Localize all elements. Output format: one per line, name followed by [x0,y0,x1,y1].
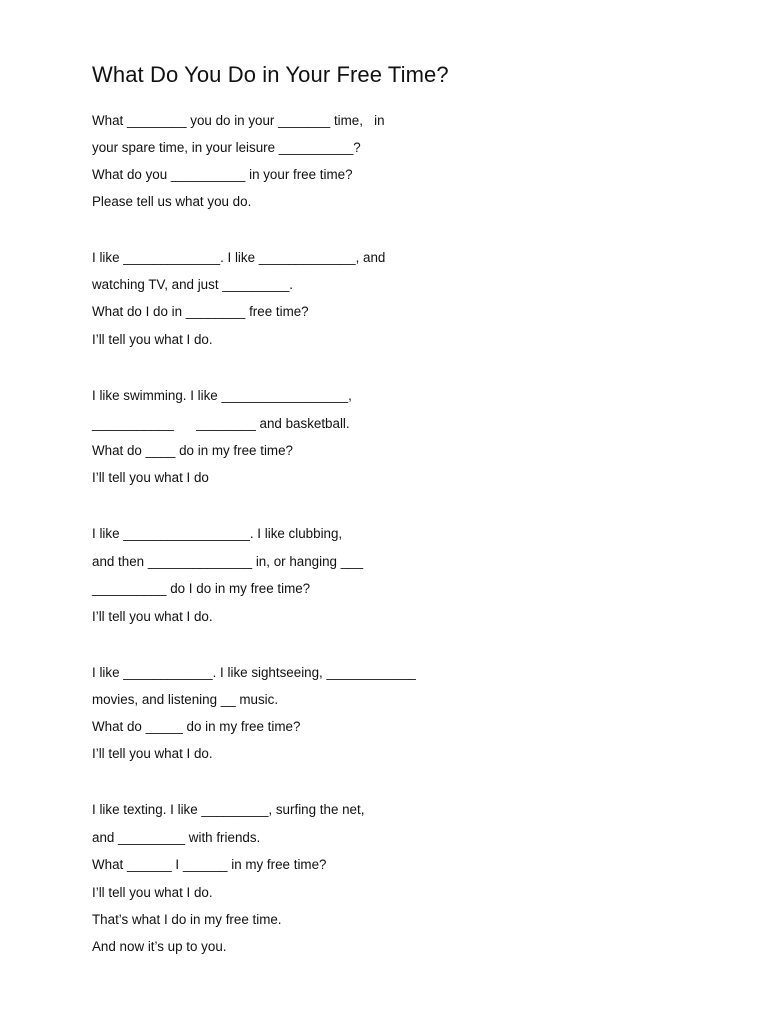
stanza-6-line-4: I’ll tell you what I do. [92,885,213,900]
stanza-3-line-2: ___________ ________ and basketball. [92,416,350,431]
stanza-6-line-6: And now it’s up to you. [92,939,227,954]
stanza-5-line-2: movies, and listening __ music. [92,692,279,707]
stanza-6-line-1: I like texting. I like _________, surfing the net, [92,802,365,817]
stanza-5-line-1: I like ____________. I like sightseeing, ____________ [92,665,416,680]
stanza-5-line-4: I’ll tell you what I do. [92,746,213,761]
stanza-2-line-1: I like _____________. I like _____________, and [92,250,386,265]
stanza-1-line-1: What ________ you do in your _______ time, in [92,113,385,128]
stanza-6-line-2: and _________ with friends. [92,830,261,845]
stanza-3-line-1: I like swimming. I like _________________, [92,388,352,403]
stanza-5-line-3: What do _____ do in my free time? [92,719,301,734]
stanza-1-line-3: What do you __________ in your free time? [92,167,353,182]
stanza-4-line-1: I like _________________. I like clubbing, [92,526,343,541]
stanza-3-line-3: What do ____ do in my free time? [92,443,293,458]
stanza-2-line-2: watching TV, and just _________. [92,277,294,292]
stanza-2-line-3: What do I do in ________ free time? [92,304,309,319]
stanza-2-line-4: I’ll tell you what I do. [92,332,213,347]
document-title: What Do You Do in Your Free Time? [92,62,449,87]
stanza-1-line-2: your spare time, in your leisure __________? [92,140,361,155]
stanza-6-line-5: That’s what I do in my free time. [92,912,282,927]
stanza-4-line-4: I’ll tell you what I do. [92,609,213,624]
stanza-1-line-4: Please tell us what you do. [92,194,252,209]
stanza-4-line-3: __________ do I do in my free time? [92,581,311,596]
stanza-3-line-4: I’ll tell you what I do [92,470,209,485]
stanza-4-line-2: and then ______________ in, or hanging ___ [92,554,364,569]
stanza-6-line-3: What ______ I ______ in my free time? [92,857,327,872]
